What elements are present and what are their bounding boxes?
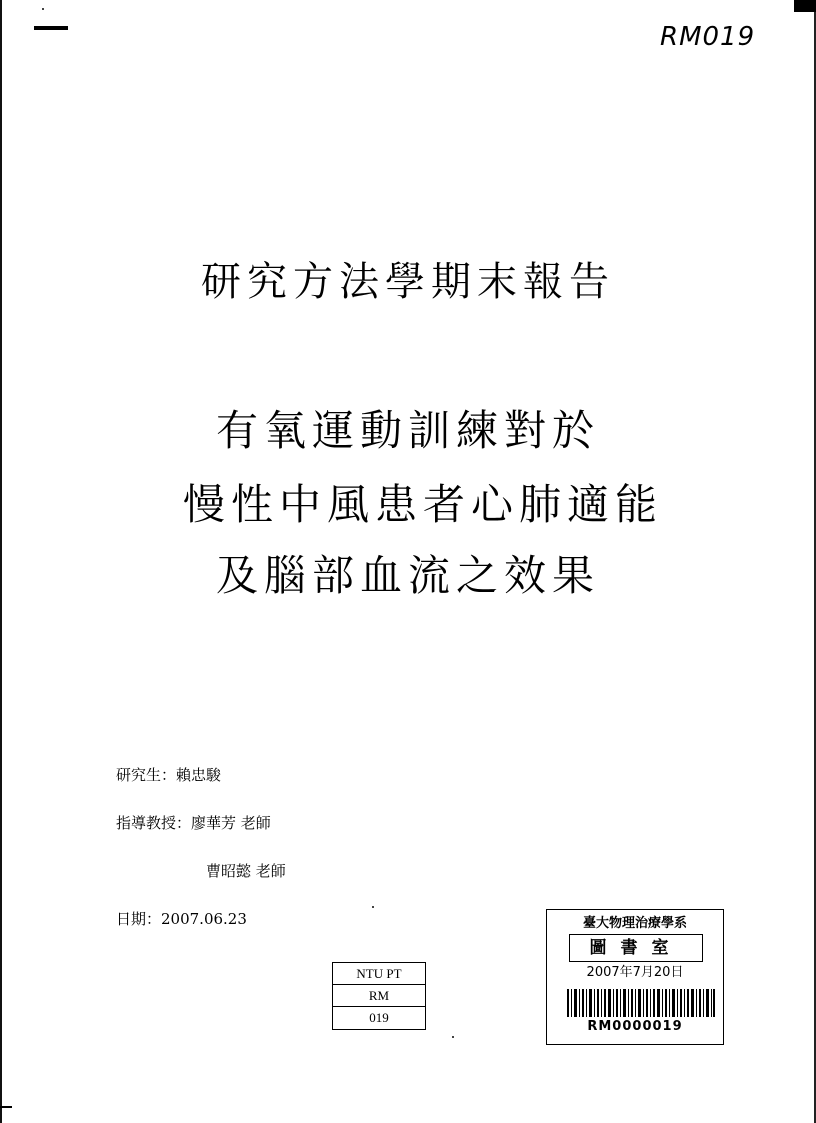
library-date: 2007年7月20日 xyxy=(586,965,684,980)
barcode-icon xyxy=(567,989,715,1017)
library-department: 臺大物理治療學系 xyxy=(582,916,687,931)
scan-speck xyxy=(452,1036,454,1038)
date-line: 日期：2007.06.23 xyxy=(116,910,247,928)
student-line: 研究生：賴忠駿 xyxy=(116,766,222,784)
handwritten-dash-mark xyxy=(34,26,68,30)
report-title: 研究方法學期末報告 xyxy=(201,259,615,305)
main-title-line-3: 及腦部血流之效果 xyxy=(215,551,600,600)
barcode-id: RM0000019 xyxy=(587,1019,683,1034)
scan-edge-mark xyxy=(0,1106,12,1108)
library-room: 圖書室 xyxy=(569,934,703,962)
advisor-line-2: 曹昭懿 老師 xyxy=(206,862,286,880)
main-title-line-1: 有氧運動訓練對於 xyxy=(215,406,600,455)
ntu-box-line-2: RM xyxy=(333,985,425,1007)
ntu-pt-label-box xyxy=(332,962,426,1030)
advisor-line-1: 指導教授：廖華芳 老師 xyxy=(116,814,271,832)
handwritten-id: RM019 xyxy=(660,22,756,52)
scan-speck xyxy=(372,906,374,908)
ntu-box-line-1: NTU PT xyxy=(333,963,425,985)
main-title-line-2: 慢性中風患者心肺適能 xyxy=(182,480,663,529)
library-stamp xyxy=(546,909,724,1045)
scan-corner-mark xyxy=(794,0,816,12)
scan-speck xyxy=(42,8,44,10)
ntu-box-line-3: 019 xyxy=(369,1010,389,1025)
